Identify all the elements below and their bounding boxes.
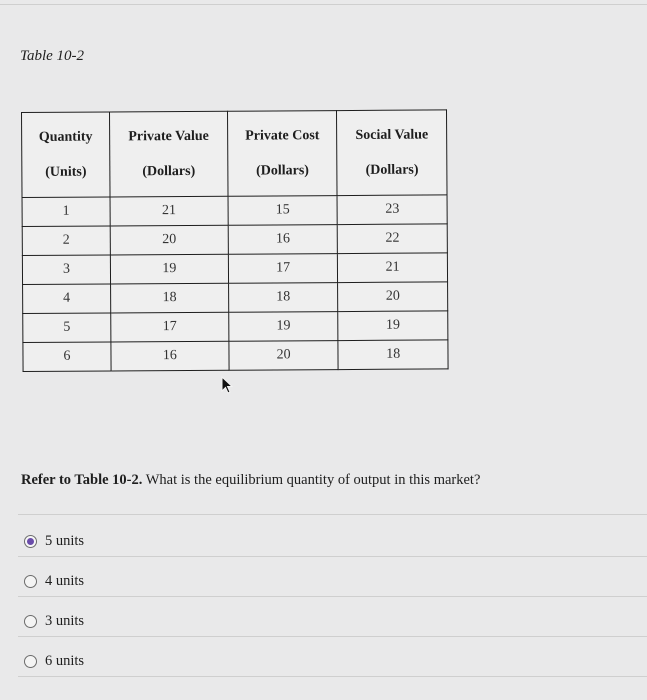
table-cell: 2 <box>22 226 110 256</box>
table-cell: 16 <box>228 225 338 255</box>
table-cell: 1 <box>22 197 110 227</box>
table-cell: 21 <box>110 196 228 226</box>
mouse-pointer-icon <box>219 376 233 394</box>
table-cell: 5 <box>23 313 111 343</box>
radio-icon[interactable] <box>24 615 37 628</box>
table-cell: 19 <box>229 312 339 342</box>
table-cell: 17 <box>228 254 338 284</box>
table-cell: 22 <box>338 224 448 254</box>
radio-icon[interactable] <box>24 575 37 588</box>
answer-label: 6 units <box>45 653 85 669</box>
answer-option-6-units[interactable] <box>24 653 84 670</box>
table-cell: 15 <box>228 196 338 226</box>
table-caption: Table 10-2 <box>20 48 85 64</box>
table-row <box>22 224 447 256</box>
answer-label: 4 units <box>45 573 85 589</box>
divider <box>18 676 647 677</box>
header-label: Quantity <box>38 129 93 145</box>
table-cell: 16 <box>111 341 229 371</box>
header-unit: (Dollars) <box>365 162 419 178</box>
radio-icon[interactable] <box>24 655 37 668</box>
question-reference: Refer to Table 10-2. <box>21 472 143 488</box>
table-cell: 18 <box>111 283 229 313</box>
table-cell: 4 <box>23 284 111 314</box>
table-cell: 23 <box>337 195 447 225</box>
data-table <box>21 109 449 372</box>
table-row <box>22 253 447 285</box>
divider <box>18 514 647 515</box>
column-header-quantity <box>22 112 111 198</box>
column-header-private-cost <box>227 111 337 197</box>
question-body: What is the equilibrium quantity of output in this market? <box>142 472 481 488</box>
divider <box>18 556 647 557</box>
answer-label: 5 units <box>45 533 85 549</box>
table-cell: 18 <box>338 340 448 370</box>
table-cell: 19 <box>110 254 228 284</box>
table-cell: 18 <box>228 283 338 313</box>
column-header-social-value <box>337 110 447 196</box>
answer-option-4-units[interactable] <box>24 573 84 590</box>
top-divider <box>0 4 647 5</box>
question-text <box>21 472 480 489</box>
table-cell: 20 <box>110 225 228 255</box>
header-label: Social Value <box>355 127 429 143</box>
table-cell: 19 <box>338 311 448 341</box>
table-row <box>23 282 448 314</box>
header-unit: (Dollars) <box>256 163 310 179</box>
header-unit: (Units) <box>45 164 87 180</box>
answer-option-3-units[interactable] <box>24 613 84 630</box>
table-row <box>23 311 448 343</box>
header-unit: (Dollars) <box>142 163 196 180</box>
header-label: Private Value <box>128 128 209 145</box>
radio-selected-icon[interactable] <box>24 535 37 548</box>
table-cell: 21 <box>338 253 448 283</box>
table-row <box>23 340 448 372</box>
column-header-private-value <box>109 111 227 197</box>
table-header-row <box>22 110 448 198</box>
divider <box>18 596 647 597</box>
table-cell: 3 <box>22 255 110 285</box>
header-label: Private Cost <box>245 128 320 144</box>
answer-option-5-units[interactable] <box>24 533 84 550</box>
answer-label: 3 units <box>45 613 85 629</box>
table-cell: 20 <box>338 282 448 312</box>
table-cell: 17 <box>111 312 229 342</box>
table-cell: 20 <box>229 341 339 371</box>
table-cell: 6 <box>23 342 111 372</box>
table-row <box>22 195 447 227</box>
divider <box>18 636 647 637</box>
